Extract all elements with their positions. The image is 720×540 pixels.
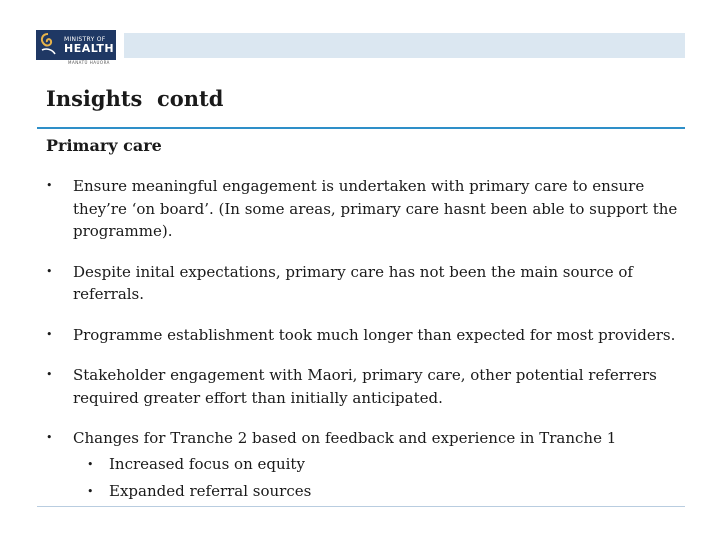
bullet-item <box>46 324 686 347</box>
section-heading: Primary care <box>46 136 162 155</box>
bullet-item <box>46 427 686 505</box>
sub-bullet-text: Increased focus on equity <box>109 454 305 473</box>
bullet-marker: • <box>46 368 53 381</box>
bullet-marker: • <box>46 179 53 192</box>
koru-logo-icon <box>36 30 60 60</box>
bullet-item <box>46 175 686 243</box>
ministry-of-health-logo <box>36 30 116 60</box>
sub-bullet-marker: • <box>87 484 94 498</box>
sub-bullet-item <box>73 451 686 478</box>
bullet-text: Despite inital expectations, primary care has not been the main source of referrals. <box>73 262 633 303</box>
logo-line2: HEALTH <box>64 41 115 55</box>
bullet-item <box>46 261 686 306</box>
sub-bullet-list <box>73 451 686 505</box>
bullet-text: Changes for Tranche 2 based on feedback and experience in Tranche 1 <box>73 429 617 447</box>
logo-line1: MINISTRY OF <box>64 35 106 43</box>
sub-bullet-marker: • <box>87 457 94 471</box>
footer-divider <box>37 506 685 507</box>
bullet-marker: • <box>46 431 53 444</box>
bullet-item <box>46 364 686 409</box>
header-bar <box>124 33 685 58</box>
sub-bullet-item <box>73 478 686 505</box>
bullet-marker: • <box>46 264 53 278</box>
bullet-list <box>46 175 686 523</box>
title-divider <box>37 127 685 129</box>
bullet-marker: • <box>46 327 53 341</box>
bullet-text: Programme establishment took much longer than expected for most providers. <box>73 325 676 344</box>
bullet-text: Stakeholder engagement with Maori, primary care, other potential referrers required greater effort than initially anticipated. <box>73 366 657 407</box>
slide-title: Insights contd <box>46 86 224 111</box>
sub-bullet-text: Expanded referral sources <box>109 481 312 500</box>
slide-header <box>0 0 720 72</box>
logo-subtitle: MANATŪ HAUORA <box>68 60 110 65</box>
bullet-text: Ensure meaningful engagement is undertaken with primary care to ensure they’re ‘on board’. (In some areas, primary care hasnt been able to support the programme). <box>73 177 678 240</box>
